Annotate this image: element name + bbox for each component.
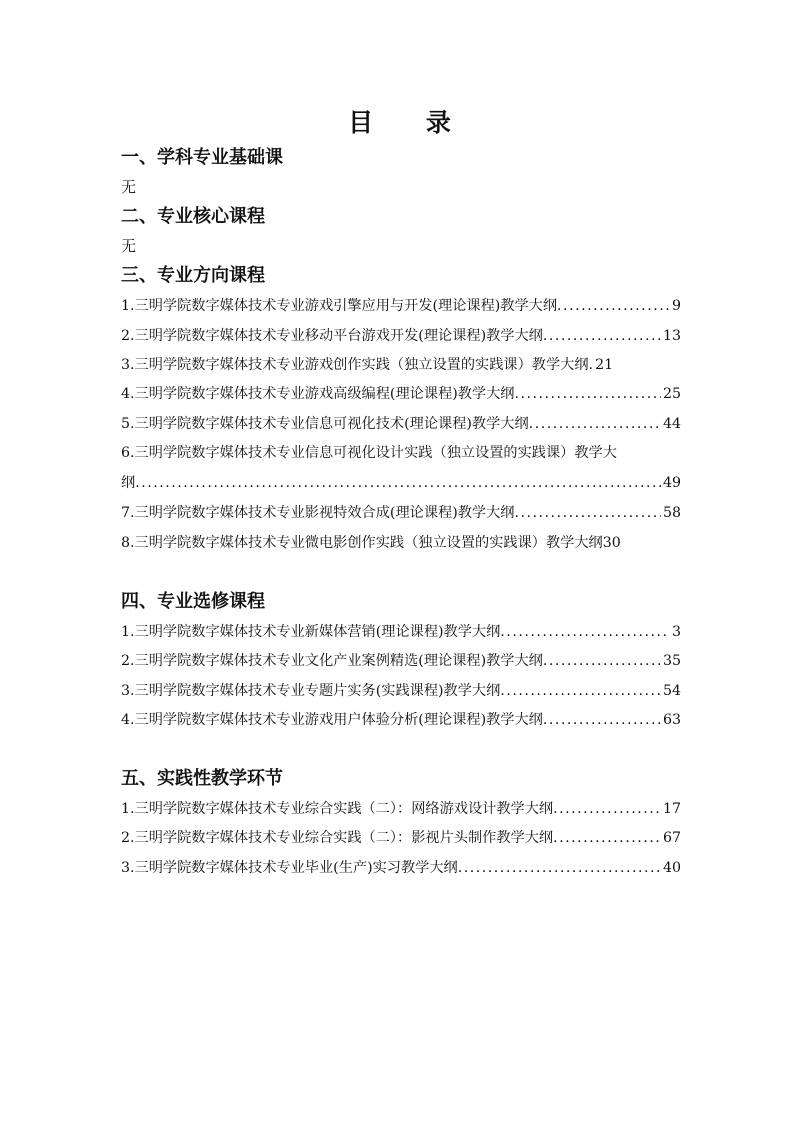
- toc-entry-text[interactable]: 8.三明学院数字媒体技术专业微电影创作实践（独立设置的实践课）教学大纲30: [121, 535, 621, 551]
- section-heading: 一、学科专业基础课: [121, 147, 283, 168]
- toc-entry[interactable]: [121, 858, 681, 878]
- toc-leader: [529, 414, 661, 434]
- toc-entry-text: 1.三明学院数字媒体技术专业综合实践（二）：网络游戏设计教学大纲: [121, 801, 554, 817]
- toc-leader: [543, 326, 661, 346]
- toc-entry-text: 4.三明学院数字媒体技术专业游戏用户体验分析(理论课程)教学大纲: [121, 712, 543, 728]
- toc-leader: [514, 384, 660, 404]
- toc-entry-text: 2.三明学院数字媒体技术专业移动平台游戏开发(理论课程)教学大纲: [121, 328, 543, 344]
- toc-leader: [553, 799, 661, 819]
- toc-entry-page: 17: [662, 801, 681, 817]
- toc-entry[interactable]: [121, 355, 681, 375]
- section-heading: 四、专业选修课程: [121, 591, 265, 612]
- toc-entry-page: 21: [595, 357, 614, 373]
- toc-entry[interactable]: [121, 828, 681, 848]
- toc-entry-page: 13: [662, 328, 681, 344]
- toc-entry-text: 4.三明学院数字媒体技术专业游戏高级编程(理论课程)教学大纲: [121, 386, 515, 402]
- toc-entry[interactable]: [121, 681, 681, 701]
- toc-entry-page: 63: [662, 712, 681, 728]
- toc-entry-text: 7.三明学院数字媒体技术专业影视特效合成(理论课程)教学大纲: [121, 505, 515, 521]
- section-heading: 五、实践性教学环节: [121, 768, 283, 789]
- toc-entry-page: 58: [662, 505, 681, 521]
- toc-leader: [557, 296, 670, 316]
- toc-entry-text: 1.三明学院数字媒体技术专业游戏引擎应用与开发(理论课程)教学大纲: [121, 298, 558, 314]
- toc-entry-text: 3.三明学院数字媒体技术专业毕业(生产)实习教学大纲: [121, 860, 458, 876]
- toc-entry-page: 44: [662, 416, 681, 432]
- section-note: 无: [121, 237, 137, 255]
- section-heading: 三、专业方向课程: [121, 265, 265, 286]
- toc-entry-text: 3.三明学院数字媒体技术专业游戏创作实践（独立设置的实践课）教学大纲.: [121, 357, 594, 373]
- toc-entry-text: 2.三明学院数字媒体技术专业综合实践（二）：影视片头制作教学大纲: [121, 830, 554, 846]
- toc-entry[interactable]: [121, 326, 681, 346]
- toc-leader: [500, 622, 670, 642]
- toc-entry[interactable]: [121, 414, 681, 434]
- toc-entry-page: 25: [662, 386, 681, 402]
- toc-leader: [543, 710, 661, 730]
- toc-leader: [458, 858, 661, 878]
- page-title: 目 录: [348, 108, 473, 137]
- toc-entry-page: 9: [671, 298, 681, 314]
- toc-leader: [500, 681, 661, 701]
- toc-entry-text: 5.三明学院数字媒体技术专业信息可视化技术(理论课程)教学大纲: [121, 416, 529, 432]
- toc-entry[interactable]: [121, 296, 681, 316]
- toc-entry-page: 40: [662, 860, 681, 876]
- toc-entry-text: 3.三明学院数字媒体技术专业专题片实务(实践课程)教学大纲: [121, 683, 501, 699]
- toc-entry-page: 54: [662, 683, 681, 699]
- toc-entry-page: 3: [671, 624, 681, 640]
- toc-entry[interactable]: [121, 710, 681, 730]
- toc-entry[interactable]: [121, 503, 681, 523]
- toc-entry-text[interactable]: 6.三明学院数字媒体技术专业信息可视化设计实践（独立设置的实践课）教学大: [121, 445, 617, 461]
- toc-entry[interactable]: [121, 622, 681, 642]
- toc-leader: [543, 651, 661, 671]
- toc-entry-page: 49: [662, 475, 681, 491]
- toc-entry[interactable]: [121, 799, 681, 819]
- toc-entry-text: 1.三明学院数字媒体技术专业新媒体营销(理论课程)教学大纲: [121, 624, 501, 640]
- toc-leader: [553, 828, 661, 848]
- toc-entry-text: 2.三明学院数字媒体技术专业文化产业案例精选(理论课程)教学大纲: [121, 653, 543, 669]
- toc-entry-page: 67: [662, 830, 681, 846]
- toc-entry-text-continued: 纲: [121, 475, 136, 491]
- toc-entry[interactable]: [121, 651, 681, 671]
- section-note: 无: [121, 178, 137, 196]
- toc-entry[interactable]: [121, 473, 681, 493]
- toc-entry-page: 35: [662, 653, 681, 669]
- toc-leader: [514, 503, 660, 523]
- section-heading: 二、专业核心课程: [121, 206, 265, 227]
- toc-entry[interactable]: [121, 384, 681, 404]
- toc-leader: [135, 473, 661, 493]
